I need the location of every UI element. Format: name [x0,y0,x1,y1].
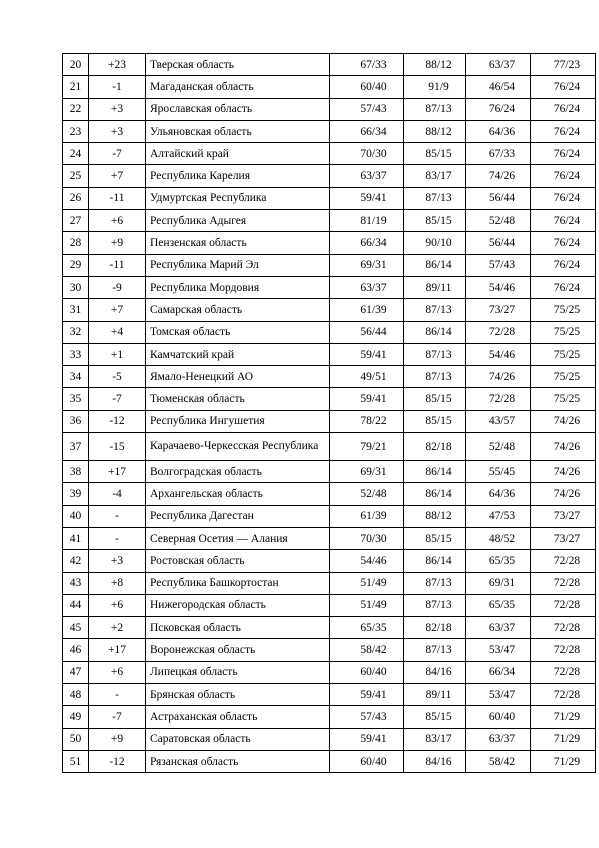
rank-change-cell: +4 [89,321,146,343]
rank-change-cell: -11 [89,254,146,276]
table-row [63,661,596,683]
ratio-cell-1: 67/33 [330,54,404,76]
ratio-cell-4: 73/27 [531,527,596,549]
ratio-cell-3: 60/40 [466,706,531,728]
rank-cell: 27 [63,210,89,232]
rank-change-cell: - [89,684,146,706]
ratio-cell-3: 64/36 [466,120,531,142]
region-name-cell: Псковская область [146,617,330,639]
ratio-cell-2: 87/13 [404,187,466,209]
ratio-cell-3: 56/44 [466,232,531,254]
region-name-cell: Астраханская область [146,706,330,728]
ratio-cell-1: 79/21 [330,433,404,461]
ratio-cell-3: 65/35 [466,550,531,572]
region-name-cell: Ярославская область [146,98,330,120]
rank-cell: 30 [63,276,89,298]
ratio-cell-3: 53/47 [466,684,531,706]
ratio-cell-2: 86/14 [404,321,466,343]
ratio-cell-4: 76/24 [531,232,596,254]
rank-cell: 35 [63,388,89,410]
rank-cell: 36 [63,410,89,432]
rank-cell: 46 [63,639,89,661]
region-name-cell: Рязанская область [146,750,330,772]
ratio-cell-4: 76/24 [531,210,596,232]
region-name-cell: Саратовская область [146,728,330,750]
ratio-cell-3: 69/31 [466,572,531,594]
rank-cell: 28 [63,232,89,254]
region-name-cell: Ямало-Ненецкий АО [146,366,330,388]
rank-cell: 21 [63,76,89,98]
rank-cell: 31 [63,299,89,321]
ratio-cell-2: 87/13 [404,639,466,661]
table-row [63,461,596,483]
rank-cell: 24 [63,143,89,165]
rank-cell: 33 [63,343,89,365]
rank-change-cell: +17 [89,461,146,483]
rank-change-cell: -4 [89,483,146,505]
ratio-cell-4: 74/26 [531,410,596,432]
ratio-cell-4: 72/28 [531,661,596,683]
region-name-cell: Тюменская область [146,388,330,410]
ratio-cell-4: 75/25 [531,321,596,343]
ratio-cell-2: 83/17 [404,165,466,187]
ratio-cell-2: 87/13 [404,594,466,616]
ratio-cell-1: 54/46 [330,550,404,572]
ratio-cell-4: 72/28 [531,684,596,706]
ratio-cell-1: 59/41 [330,388,404,410]
region-name-cell: Республика Карелия [146,165,330,187]
ratio-cell-2: 87/13 [404,366,466,388]
ratio-cell-4: 72/28 [531,617,596,639]
region-name-cell: Удмуртская Республика [146,187,330,209]
ratio-cell-3: 52/48 [466,433,531,461]
region-name-cell: Волгоградская область [146,461,330,483]
ratio-cell-4: 77/23 [531,54,596,76]
ratio-cell-1: 59/41 [330,187,404,209]
ratio-cell-3: 57/43 [466,254,531,276]
ratio-cell-2: 87/13 [404,343,466,365]
region-name-cell: Республика Адыгея [146,210,330,232]
rank-cell: 43 [63,572,89,594]
ratio-cell-1: 69/31 [330,254,404,276]
ratio-cell-3: 76/24 [466,98,531,120]
ratio-cell-1: 61/39 [330,505,404,527]
table-row [63,76,596,98]
table-row [63,120,596,142]
ratio-cell-2: 83/17 [404,728,466,750]
ratio-cell-4: 72/28 [531,572,596,594]
rank-cell: 44 [63,594,89,616]
rank-change-cell: +3 [89,98,146,120]
ratio-cell-2: 87/13 [404,572,466,594]
rank-cell: 47 [63,661,89,683]
rank-cell: 26 [63,187,89,209]
region-name-cell: Республика Мордовия [146,276,330,298]
ratio-cell-1: 51/49 [330,594,404,616]
table-row [63,165,596,187]
table-row [63,527,596,549]
ratio-cell-1: 51/49 [330,572,404,594]
ratio-cell-4: 75/25 [531,299,596,321]
ratio-cell-4: 71/29 [531,706,596,728]
ratio-cell-1: 65/35 [330,617,404,639]
table-row [63,187,596,209]
ratio-cell-3: 54/46 [466,276,531,298]
ratio-cell-1: 52/48 [330,483,404,505]
rank-change-cell: -11 [89,187,146,209]
region-name-cell: Липецкая область [146,661,330,683]
table-row [63,321,596,343]
table-row [63,366,596,388]
rank-cell: 34 [63,366,89,388]
ratio-cell-3: 58/42 [466,750,531,772]
ratio-cell-2: 87/13 [404,299,466,321]
rank-change-cell: +9 [89,232,146,254]
ratio-cell-2: 86/14 [404,254,466,276]
ratio-cell-4: 72/28 [531,550,596,572]
ratio-cell-2: 84/16 [404,750,466,772]
ratio-cell-3: 63/37 [466,54,531,76]
region-name-cell: Архангельская область [146,483,330,505]
rank-cell: 42 [63,550,89,572]
ratio-cell-2: 86/14 [404,550,466,572]
table-row [63,617,596,639]
rank-change-cell: -15 [89,433,146,461]
ratio-cell-4: 76/24 [531,254,596,276]
ratio-cell-4: 76/24 [531,165,596,187]
ratio-cell-2: 87/13 [404,98,466,120]
ratio-cell-2: 89/11 [404,684,466,706]
rank-cell: 20 [63,54,89,76]
ratio-cell-3: 66/34 [466,661,531,683]
region-name-cell: Самарская область [146,299,330,321]
ratio-cell-3: 47/53 [466,505,531,527]
ratio-cell-1: 66/34 [330,232,404,254]
region-name-cell: Тверская область [146,54,330,76]
table-row [63,210,596,232]
table-row [63,54,596,76]
ratio-cell-3: 54/46 [466,343,531,365]
table-row [63,728,596,750]
ratio-cell-2: 85/15 [404,410,466,432]
rank-change-cell: +3 [89,550,146,572]
ratio-cell-2: 85/15 [404,706,466,728]
ratio-cell-2: 88/12 [404,120,466,142]
rank-cell: 39 [63,483,89,505]
ratio-cell-2: 86/14 [404,483,466,505]
ratio-cell-4: 74/26 [531,433,596,461]
ratio-cell-3: 74/26 [466,165,531,187]
rank-change-cell: -5 [89,366,146,388]
region-name-cell: Брянская область [146,684,330,706]
table-row [63,299,596,321]
region-name-cell: Камчатский край [146,343,330,365]
ratio-cell-1: 59/41 [330,728,404,750]
rank-change-cell: +6 [89,661,146,683]
ratio-cell-1: 59/41 [330,343,404,365]
ratio-cell-3: 72/28 [466,321,531,343]
ratio-cell-3: 55/45 [466,461,531,483]
region-name-cell: Магаданская область [146,76,330,98]
table-row [63,505,596,527]
region-name-cell: Томская область [146,321,330,343]
ratio-cell-4: 76/24 [531,143,596,165]
ratio-cell-2: 82/18 [404,617,466,639]
table-row [63,143,596,165]
ratio-cell-2: 91/9 [404,76,466,98]
table-row [63,639,596,661]
table-row [63,232,596,254]
ratio-cell-1: 57/43 [330,98,404,120]
region-name-cell: Пензенская область [146,232,330,254]
rank-change-cell: - [89,505,146,527]
ratio-cell-3: 65/35 [466,594,531,616]
ratio-cell-2: 90/10 [404,232,466,254]
region-name-cell: Нижегородская область [146,594,330,616]
ratio-cell-3: 46/54 [466,76,531,98]
ratio-cell-1: 56/44 [330,321,404,343]
ratio-cell-4: 76/24 [531,187,596,209]
ratio-cell-3: 64/36 [466,483,531,505]
rank-change-cell: -1 [89,76,146,98]
table-row [63,594,596,616]
ratio-cell-1: 60/40 [330,661,404,683]
ratio-cell-4: 76/24 [531,276,596,298]
rank-change-cell: +6 [89,594,146,616]
ratio-cell-1: 81/19 [330,210,404,232]
ratio-cell-3: 72/28 [466,388,531,410]
ratio-cell-3: 56/44 [466,187,531,209]
ratio-cell-1: 60/40 [330,76,404,98]
table-row [63,98,596,120]
rank-cell: 29 [63,254,89,276]
rank-cell: 25 [63,165,89,187]
ratio-cell-4: 73/27 [531,505,596,527]
rank-cell: 50 [63,728,89,750]
table-row [63,706,596,728]
ratio-cell-1: 66/34 [330,120,404,142]
rank-cell: 41 [63,527,89,549]
table-row [63,254,596,276]
rank-change-cell: -9 [89,276,146,298]
ratio-cell-1: 49/51 [330,366,404,388]
ratio-cell-1: 58/42 [330,639,404,661]
table-row [63,276,596,298]
ratio-cell-1: 57/43 [330,706,404,728]
rank-cell: 40 [63,505,89,527]
ratio-cell-4: 76/24 [531,120,596,142]
ratio-cell-2: 85/15 [404,527,466,549]
table-row [63,410,596,432]
rank-cell: 45 [63,617,89,639]
table-row [63,550,596,572]
ratio-cell-2: 85/15 [404,388,466,410]
region-name-cell: Республика Дагестан [146,505,330,527]
ratio-cell-1: 61/39 [330,299,404,321]
region-name-cell: Республика Ингушетия [146,410,330,432]
rank-cell: 48 [63,684,89,706]
ratio-cell-1: 70/30 [330,527,404,549]
rank-change-cell: - [89,527,146,549]
rank-change-cell: +2 [89,617,146,639]
ratio-cell-4: 75/25 [531,343,596,365]
table-row [63,483,596,505]
ratio-cell-3: 74/26 [466,366,531,388]
rank-change-cell: +23 [89,54,146,76]
rank-cell: 38 [63,461,89,483]
ratio-cell-2: 88/12 [404,505,466,527]
rank-change-cell: +3 [89,120,146,142]
ratio-cell-1: 63/37 [330,165,404,187]
table-row [63,343,596,365]
rank-change-cell: -7 [89,143,146,165]
rank-change-cell: -12 [89,410,146,432]
rank-change-cell: +8 [89,572,146,594]
ratio-cell-2: 88/12 [404,54,466,76]
table-row [63,684,596,706]
rank-cell: 37 [63,433,89,461]
region-name-cell: Воронежская область [146,639,330,661]
ratio-cell-1: 69/31 [330,461,404,483]
ratio-cell-1: 60/40 [330,750,404,772]
rank-change-cell: +9 [89,728,146,750]
rank-change-cell: +7 [89,165,146,187]
region-name-cell: Северная Осетия — Алания [146,527,330,549]
region-name-cell: Ростовская область [146,550,330,572]
rank-cell: 49 [63,706,89,728]
rank-cell: 22 [63,98,89,120]
ranking-table [62,53,596,773]
ratio-cell-2: 86/14 [404,461,466,483]
rank-change-cell: +6 [89,210,146,232]
ratio-cell-2: 82/18 [404,433,466,461]
ratio-cell-3: 52/48 [466,210,531,232]
table-row [63,572,596,594]
ratio-cell-4: 71/29 [531,750,596,772]
ratio-cell-3: 63/37 [466,728,531,750]
ratio-cell-1: 70/30 [330,143,404,165]
ratio-cell-4: 72/28 [531,639,596,661]
ratio-cell-1: 78/22 [330,410,404,432]
rank-change-cell: +7 [89,299,146,321]
ratio-cell-4: 76/24 [531,76,596,98]
ratio-cell-2: 85/15 [404,210,466,232]
ratio-cell-4: 74/26 [531,483,596,505]
ratio-cell-4: 75/25 [531,366,596,388]
region-name-cell: Республика Марий Эл [146,254,330,276]
ratio-cell-2: 84/16 [404,661,466,683]
table-row [63,750,596,772]
rank-change-cell: +1 [89,343,146,365]
table-row [63,388,596,410]
region-name-cell: Республика Башкортостан [146,572,330,594]
rank-cell: 23 [63,120,89,142]
ratio-cell-3: 67/33 [466,143,531,165]
region-name-cell: Ульяновская область [146,120,330,142]
region-name-cell: Карачаево-Черкесская Республика [146,433,330,461]
ratio-cell-3: 53/47 [466,639,531,661]
rank-cell: 32 [63,321,89,343]
ratio-cell-3: 43/57 [466,410,531,432]
rank-change-cell: -7 [89,388,146,410]
ratio-cell-1: 59/41 [330,684,404,706]
ratio-cell-2: 85/15 [404,143,466,165]
rank-change-cell: -7 [89,706,146,728]
ratio-cell-4: 76/24 [531,98,596,120]
region-name-cell: Алтайский край [146,143,330,165]
ratio-cell-3: 48/52 [466,527,531,549]
rank-change-cell: -12 [89,750,146,772]
ratio-cell-4: 72/28 [531,594,596,616]
rank-cell: 51 [63,750,89,772]
table-row [63,433,596,461]
ratio-cell-4: 71/29 [531,728,596,750]
ratio-cell-4: 75/25 [531,388,596,410]
ratio-cell-3: 63/37 [466,617,531,639]
table-body [63,54,596,773]
rank-change-cell: +17 [89,639,146,661]
ratio-cell-1: 63/37 [330,276,404,298]
ratio-cell-2: 89/11 [404,276,466,298]
ratio-cell-3: 73/27 [466,299,531,321]
ratio-cell-4: 74/26 [531,461,596,483]
